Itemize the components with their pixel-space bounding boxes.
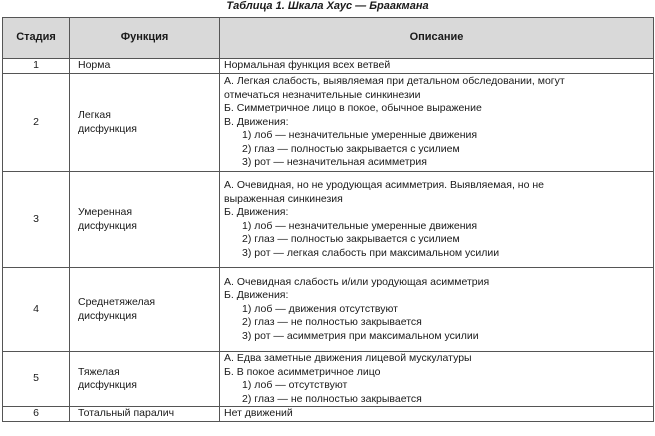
description-line: А. Легкая слабость, выявляемая при детальном обследовании, могут	[224, 75, 565, 88]
description-line: отмечаться незначительные синкинезии	[224, 88, 421, 101]
function-cell	[70, 74, 220, 172]
function-cell	[70, 407, 220, 422]
header-row	[3, 18, 654, 59]
description-line: 1) лоб — незначительные умеренные движения	[242, 219, 478, 232]
description-cell	[220, 268, 654, 352]
description-line: 2) глаз — не полностью закрывается	[242, 392, 422, 405]
description-cell	[220, 352, 654, 407]
description-line: А. Очевидная слабость и/или уродующая асимметрия	[224, 275, 490, 288]
description-line: 2) глаз — не полностью закрывается	[242, 316, 422, 329]
function-cell	[70, 172, 220, 268]
description-line: 3) рот — легкая слабость при максимальном усилии	[242, 246, 500, 259]
table-row	[3, 407, 654, 422]
header-description: Описание	[220, 18, 654, 59]
description-line: 1) лоб — отсутствуют	[242, 379, 348, 391]
function-text: дисфункция	[78, 219, 137, 232]
description-line: 2) глаз — полностью закрывается с усилием	[242, 233, 460, 245]
stage-cell: 5	[3, 352, 70, 407]
function-cell	[70, 352, 220, 407]
function-text: Среднетяжелая	[78, 296, 156, 308]
function-cell	[70, 59, 220, 74]
header-stage: Стадия	[3, 18, 70, 59]
description-line: 3) рот — асимметрия при максимальном усилии	[242, 329, 479, 342]
description-line: Б. Движения:	[224, 206, 289, 218]
table-row	[3, 172, 654, 268]
stage-cell: 4	[3, 268, 70, 352]
description-line: Б. В покое асимметричное лицо	[224, 365, 381, 378]
description-line: Б. Движения:	[224, 289, 289, 302]
description-line: 2) глаз — полностью закрывается с усилием	[242, 142, 460, 155]
function-text: дисфункция	[78, 379, 137, 391]
description-cell	[220, 172, 654, 268]
table-caption: Таблица 1. Шкала Хаус — Браакмана	[226, 0, 429, 12]
description-cell	[220, 74, 654, 172]
function-text: Тяжелая	[78, 365, 120, 378]
function-text: Умеренная	[78, 206, 133, 218]
description-cell	[220, 407, 654, 422]
table-row	[3, 352, 654, 407]
function-text: Легкая	[78, 109, 111, 121]
function-text: Тотальный паралич	[78, 407, 175, 420]
function-text: Норма	[78, 59, 111, 72]
header-function: Функция	[70, 18, 220, 59]
description-line: 1) лоб — незначительные умеренные движения	[242, 129, 478, 142]
description-line: Нормальная функция всех ветвей	[224, 59, 391, 72]
stage-cell: 6	[3, 407, 70, 422]
description-cell	[220, 59, 654, 74]
description-line: 3) рот — незначительная асимметрия	[242, 156, 427, 169]
function-text: дисфункция	[78, 309, 137, 322]
house-brackmann-table	[2, 17, 654, 422]
description-line: В. Движения:	[224, 115, 289, 128]
stage-cell: 2	[3, 74, 70, 172]
description-line: 1) лоб — движения отсутствуют	[242, 302, 398, 315]
description-line: Б. Симметричное лицо в покое, обычное выражение	[224, 102, 482, 115]
description-line: А. Очевидная, но не уродующая асимметрия. Выявляемая, но не	[224, 179, 544, 191]
table-row	[3, 59, 654, 74]
function-cell	[70, 268, 220, 352]
description-line: А. Едва заметные движения лицевой мускулатуры	[224, 352, 472, 364]
function-text: дисфункция	[78, 122, 137, 135]
stage-cell: 3	[3, 172, 70, 268]
stage-cell: 1	[3, 59, 70, 74]
table-row	[3, 74, 654, 172]
description-line: Нет движений	[224, 407, 293, 420]
description-line: выраженная синкинезия	[224, 192, 343, 205]
table-row	[3, 268, 654, 352]
